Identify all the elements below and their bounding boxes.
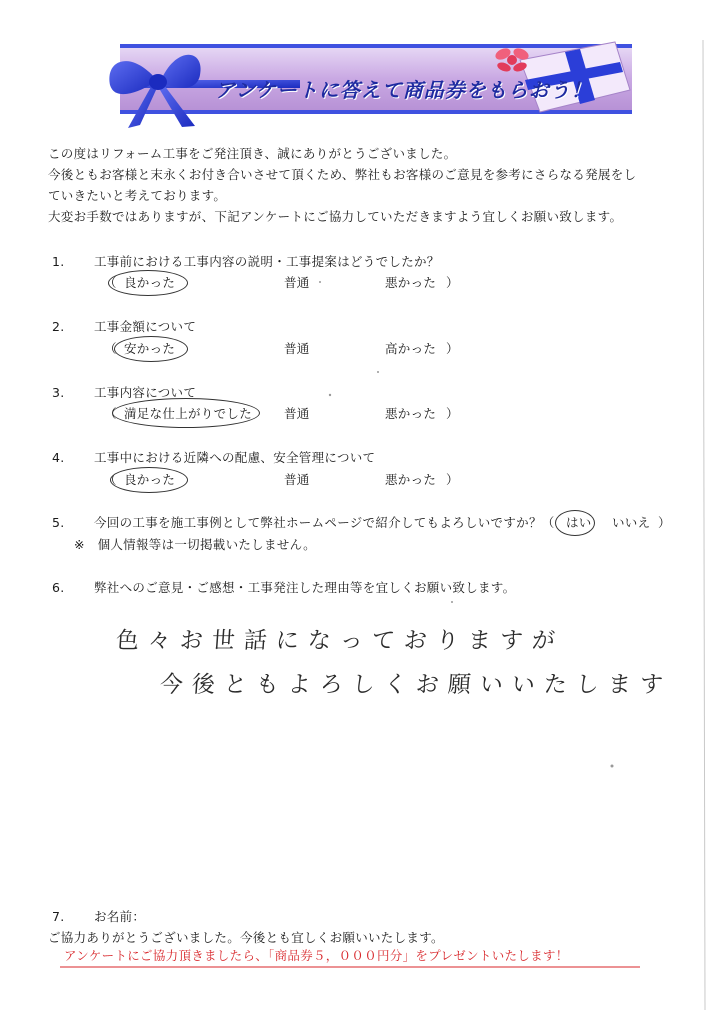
name-field-label: お名前： xyxy=(94,909,146,924)
question-3-open-paren: （ xyxy=(104,406,117,421)
question-2-number: 2. xyxy=(52,319,65,334)
question-3-text: 工事内容について xyxy=(94,385,197,400)
question-4-option-2[interactable]: 普通 xyxy=(284,472,310,487)
question-2-option-2[interactable]: 普通 xyxy=(284,341,310,356)
question-4-selection-circle xyxy=(110,467,188,493)
closing-thanks: ご協力ありがとうございました。今後とも宜しくお願いいたします。 xyxy=(48,930,444,945)
question-7-number: 7. xyxy=(52,909,65,924)
question-4-number: 4. xyxy=(52,450,65,465)
banner-title: アンケートに答えて商品券をもらおう！ xyxy=(215,78,592,102)
question-2-text: 工事金額について xyxy=(94,319,197,334)
question-1-close-paren: ） xyxy=(446,275,459,290)
question-4-option-1[interactable]: 良かった xyxy=(124,472,176,487)
question-3-selection-circle xyxy=(112,398,260,428)
intro-line-4: 大変お手数ではありますが、下記アンケートにご協力していただきますよう宜しくお願い致します。 xyxy=(48,209,623,224)
question-1-text: 工事前における工事内容の説明・工事提案はどうでしたか？ xyxy=(94,254,440,269)
question-2-option-3[interactable]: 高かった xyxy=(385,341,437,356)
intro-line-2: 今後ともお客様と末永くお付き合いさせて頂くため、弊社もお客様のご意見を参考にさらなる発展をし xyxy=(48,167,637,182)
handwritten-comment-line-1: 色々お世話になっておりますが xyxy=(114,628,565,654)
question-5-option-1[interactable]: はい xyxy=(566,515,592,530)
question-3-close-paren: ） xyxy=(446,406,459,421)
question-4-option-3[interactable]: 悪かった xyxy=(385,472,437,487)
notice-underline xyxy=(60,966,640,969)
question-4-open-paren: （ xyxy=(104,472,117,487)
question-5-close-paren: ） xyxy=(658,515,671,530)
question-2-option-1[interactable]: 安かった xyxy=(124,341,176,356)
question-5-text: 今回の工事を施工事例として弊社ホームページで紹介してもよろしいですか？（ xyxy=(94,515,555,530)
question-5-number: 5. xyxy=(52,515,65,530)
question-5-selection-circle xyxy=(555,510,595,536)
question-3-option-1[interactable]: 満足な仕上がりでした xyxy=(124,406,253,421)
question-1-number: 1. xyxy=(52,254,65,269)
question-1-open-paren: （ xyxy=(104,275,117,290)
question-5-option-2[interactable]: いいえ xyxy=(612,515,651,530)
question-2-open-paren: （ xyxy=(104,341,117,356)
question-6-text: 弊社へのご意見・ご感想・工事発注した理由等を宜しくお願い致します。 xyxy=(94,580,516,595)
question-5-privacy-note: ※ 個人情報等は一切掲載いたしません。 xyxy=(74,537,316,552)
question-2-close-paren: ） xyxy=(446,341,459,356)
question-3-number: 3. xyxy=(52,385,65,400)
question-3-option-3[interactable]: 悪かった xyxy=(385,406,437,421)
gift-voucher-notice: アンケートにご協力頂きましたら、「商品券５，０００円分」をプレゼントいたします！ xyxy=(64,948,569,963)
question-1-option-3[interactable]: 悪かった xyxy=(385,275,437,290)
question-1-option-2[interactable]: 普通 xyxy=(284,275,310,290)
intro-line-1: この度はリフォーム工事をご発注頂き、誠にありがとうございました。 xyxy=(48,146,457,161)
question-6-number: 6. xyxy=(52,580,65,595)
question-4-close-paren: ） xyxy=(446,472,459,487)
handwritten-comment-line-2: 今後ともよろしくお願いいたします xyxy=(158,672,673,698)
intro-line-3: ていきたいと考えております。 xyxy=(48,188,227,203)
question-2-selection-circle xyxy=(114,336,188,362)
question-4-text: 工事中における近隣への配慮、安全管理について xyxy=(94,450,376,465)
question-1-option-1[interactable]: 良かった xyxy=(124,275,176,290)
question-1-selection-circle xyxy=(108,270,188,296)
question-3-option-2[interactable]: 普通 xyxy=(284,406,310,421)
